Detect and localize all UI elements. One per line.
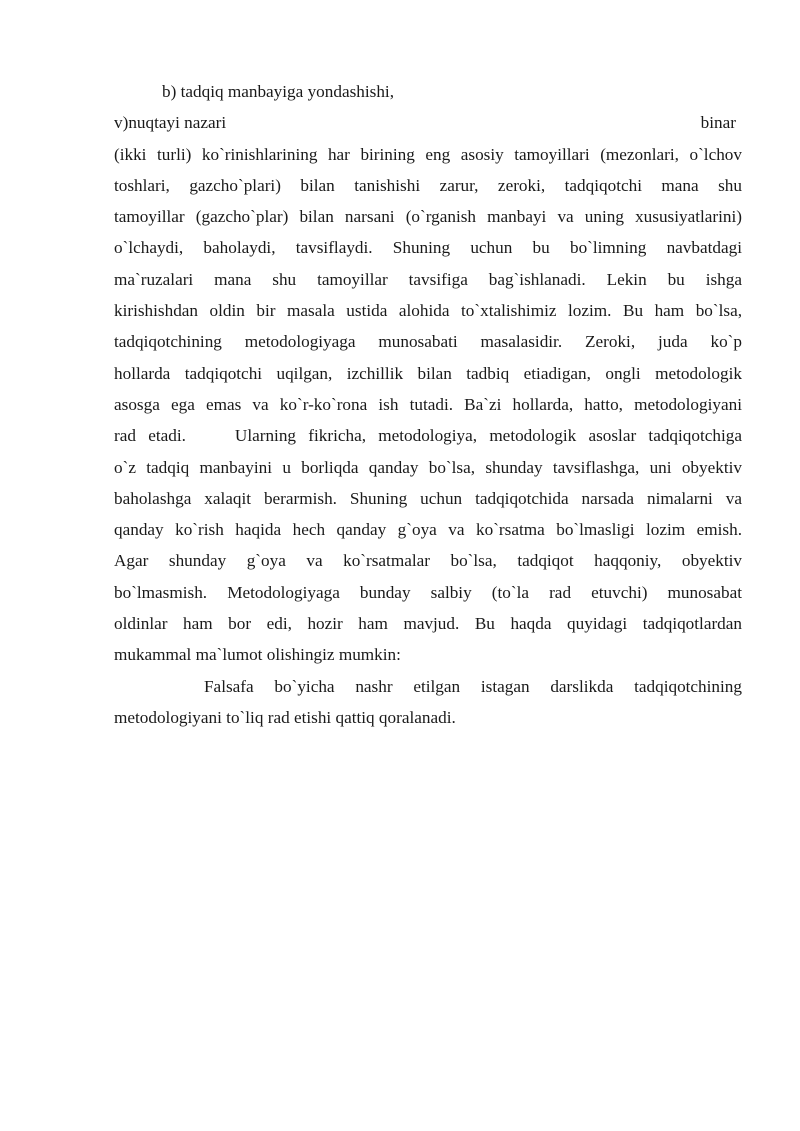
list-item-v-text: v)nuqtayi nazari — [114, 113, 227, 133]
paragraph-line: ma`ruzalari mana shu tamoyillar tavsifiga bag`ishlanadi. Lekin bu ishga — [114, 269, 742, 289]
paragraph-line: (ikki turli) ko`rinishlarining har birining eng asosiy tamoyillari (mezonlari, o`lchov — [114, 144, 742, 164]
paragraph-line: hollarda tadqiqotchi uqilgan, izchillik bilan tadbiq etiadigan, ongli metodologik — [114, 363, 742, 383]
paragraph-line: qanday ko`rish haqida hech qanday g`oya va ko`rsatma bo`lmasligi lozim emish. — [114, 520, 742, 540]
paragraph-line: bo`lmasmish. Metodologiyaga bunday salbiy (to`la rad etuvchi) munosabat — [114, 582, 742, 602]
paragraph-line: o`lchaydi, baholaydi, tavsiflaydi. Shuning uchun bu bo`limning navbatdagi — [114, 238, 742, 258]
list-item-v-continuation: binar — [700, 113, 736, 133]
paragraph-line: oldinlar ham bor edi, hozir ham mavjud. Bu haqda quyidagi tadqiqotlardan — [114, 614, 742, 634]
paragraph-line: asosga ega emas va ko`r-ko`rona ish tutadi. Ba`zi hollarda, hatto, metodologiyani — [114, 394, 742, 414]
paragraph-line: o`z tadqiq manbayini u borliqda qanday bo`lsa, shunday tavsiflashga, uni obyektiv — [114, 457, 742, 477]
paragraph-line: Agar shunday g`oya va ko`rsatmalar bo`lsa, tadqiqot haqqoniy, obyektiv — [114, 551, 742, 571]
paragraph-line: tamoyillar (gazcho`plar) bilan narsani (o`rganish manbayi va uning xususiyatlarini) — [114, 207, 742, 227]
paragraph-line: rad etadi. Ularning fikricha, metodologiya, metodologik asoslar tadqiqotchiga — [114, 426, 742, 446]
paragraph-last-line: mukammal ma`lumot olishingiz mumkin: — [114, 645, 401, 665]
paragraph-line: kirishishdan oldin bir masala ustida alohida to`xtalishimiz lozim. Bu ham bo`lsa, — [114, 301, 742, 321]
paragraph-line: toshlari, gazcho`plari) bilan tanishishi zarur, zeroki, tadqiqotchi mana shu — [114, 175, 742, 195]
final-paragraph-first-line: Falsafa bo`yicha nashr etilgan istagan darslikda tadqiqotchining — [204, 676, 742, 696]
paragraph-line: tadqiqotchining metodologiyaga munosabati masalasidir. Zeroki, juda ko`p — [114, 332, 742, 352]
list-item-b: b) tadqiq manbayiga yondashishi, — [162, 82, 394, 101]
list-item-v — [114, 107, 742, 138]
body-text — [114, 76, 742, 733]
paragraph-line: baholashga xalaqit berarmish. Shuning uchun tadqiqotchida narsada nimalarni va — [114, 488, 742, 508]
final-paragraph-last-line: metodologiyani to`liq rad etishi qattiq qoralanadi. — [114, 707, 456, 727]
